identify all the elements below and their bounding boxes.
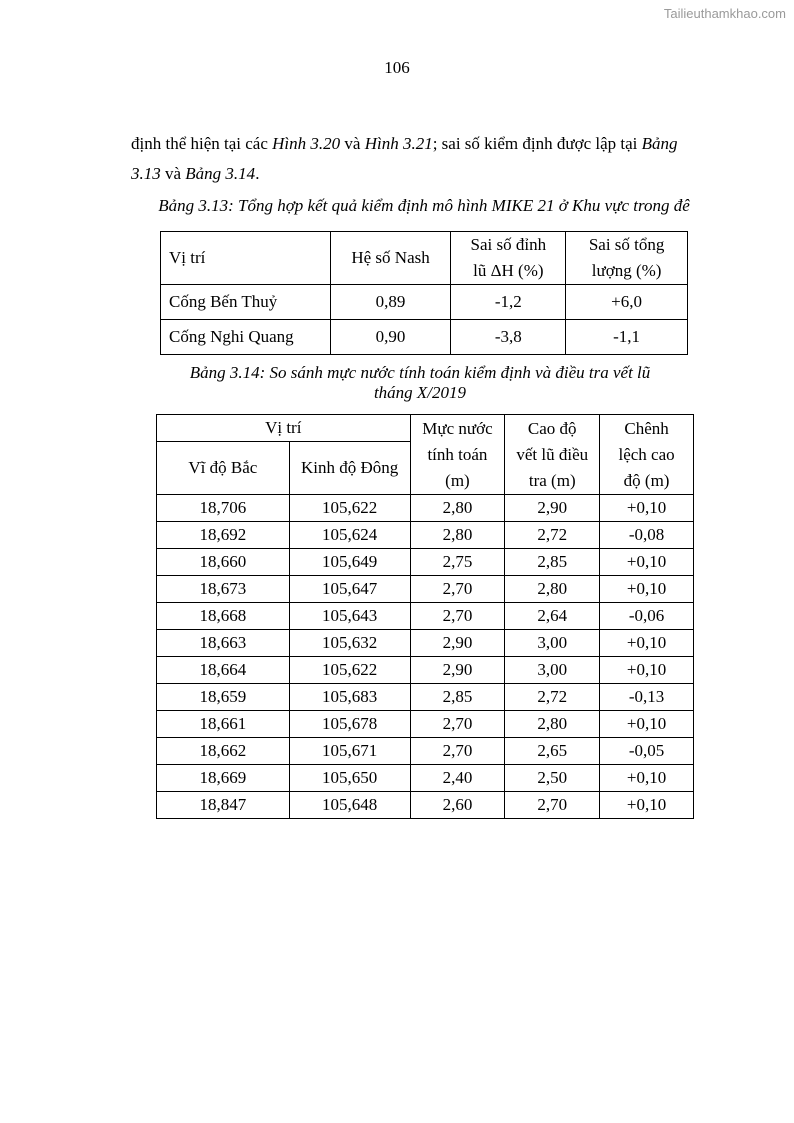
header-line: Cao độ	[527, 418, 577, 438]
cell-location: Cống Bến Thuỷ	[161, 285, 331, 320]
cell-observed-level: 2,70	[505, 792, 600, 819]
cell-observed-level: 2,64	[505, 603, 600, 630]
table-ref: Bảng	[641, 134, 678, 153]
text-run: và	[160, 164, 186, 183]
cell-computed-level: 2,85	[410, 684, 505, 711]
table-row	[157, 792, 694, 819]
cell-location: Cống Nghi Quang	[161, 320, 331, 355]
cell-latitude: 18,847	[157, 792, 290, 819]
table-row	[157, 657, 694, 684]
cell-observed-level: 2,50	[505, 765, 600, 792]
table-header-row	[157, 415, 694, 442]
table-row	[157, 549, 694, 576]
cell-peak-error: -1,2	[451, 285, 566, 320]
caption-line: Bảng 3.14: So sánh mực nước tính toán kiểm định và điều tra vết lũ	[189, 363, 651, 382]
cell-volume-error: +6,0	[566, 285, 688, 320]
cell-latitude: 18,662	[157, 738, 290, 765]
table-row	[157, 711, 694, 738]
cell-longitude: 105,622	[289, 657, 410, 684]
header-line: Sai số tổng	[588, 235, 665, 254]
header-line: Mực nước	[422, 418, 493, 438]
table-row	[157, 576, 694, 603]
table-row	[157, 522, 694, 549]
table-3-13	[160, 231, 688, 355]
table-3-14	[156, 414, 694, 819]
cell-difference: +0,10	[600, 630, 694, 657]
page-number: 106	[384, 58, 410, 77]
cell-longitude: 105,632	[289, 630, 410, 657]
cell-computed-level: 2,90	[410, 657, 505, 684]
watermark: Tailieuthamkhao.com	[663, 6, 786, 21]
table-row	[157, 738, 694, 765]
caption-line: tháng X/2019	[373, 383, 467, 402]
cell-difference: +0,10	[600, 792, 694, 819]
cell-difference: +0,10	[600, 657, 694, 684]
cell-latitude: 18,673	[157, 576, 290, 603]
table-ref: 3.13	[131, 164, 161, 183]
cell-longitude: 105,643	[289, 603, 410, 630]
cell-latitude: 18,663	[157, 630, 290, 657]
figure-ref: Hình 3.20	[272, 134, 341, 153]
cell-latitude: 18,692	[157, 522, 290, 549]
table-header-row	[161, 232, 688, 285]
table-row	[157, 603, 694, 630]
header-line: vết lũ điều	[516, 444, 589, 464]
text-run: và	[340, 134, 365, 153]
cell-observed-level: 2,80	[505, 576, 600, 603]
cell-computed-level: 2,60	[410, 792, 505, 819]
cell-observed-level: 2,90	[505, 495, 600, 522]
table-row	[157, 630, 694, 657]
header-line: Sai số đỉnh	[470, 235, 547, 254]
header-line: tính toán	[427, 444, 488, 464]
cell-latitude: 18,668	[157, 603, 290, 630]
cell-computed-level: 2,40	[410, 765, 505, 792]
cell-observed-level: 2,80	[505, 711, 600, 738]
cell-latitude: 18,706	[157, 495, 290, 522]
header-location: Vị trí	[157, 415, 411, 442]
cell-computed-level: 2,90	[410, 630, 505, 657]
cell-latitude: 18,661	[157, 711, 290, 738]
table-row	[157, 495, 694, 522]
header-line: lũ ΔH (%)	[473, 261, 544, 280]
text-run: định thể hiện tại các	[131, 134, 273, 153]
header-line: lượng (%)	[591, 261, 662, 280]
header-line: độ (m)	[623, 470, 670, 490]
cell-volume-error: -1,1	[566, 320, 688, 355]
body-paragraph-line-2	[131, 159, 731, 189]
cell-observed-level: 2,72	[505, 684, 600, 711]
table-row	[161, 320, 688, 355]
cell-computed-level: 2,70	[410, 576, 505, 603]
header-volume-error	[566, 232, 688, 285]
cell-longitude: 105,624	[289, 522, 410, 549]
text-run: ; sai số kiểm định được lập tại	[432, 134, 642, 153]
cell-longitude: 105,683	[289, 684, 410, 711]
header-line: tra (m)	[528, 470, 576, 490]
header-latitude: Vĩ độ Bắc	[157, 442, 290, 495]
cell-computed-level: 2,70	[410, 738, 505, 765]
cell-difference: +0,10	[600, 576, 694, 603]
cell-latitude: 18,659	[157, 684, 290, 711]
figure-ref: Hình 3.21	[364, 134, 433, 153]
cell-nash: 0,89	[330, 285, 451, 320]
cell-observed-level: 2,72	[505, 522, 600, 549]
cell-peak-error: -3,8	[451, 320, 566, 355]
cell-difference: +0,10	[600, 711, 694, 738]
cell-longitude: 105,647	[289, 576, 410, 603]
cell-computed-level: 2,75	[410, 549, 505, 576]
cell-longitude: 105,649	[289, 549, 410, 576]
cell-difference: +0,10	[600, 765, 694, 792]
cell-difference: -0,13	[600, 684, 694, 711]
cell-longitude: 105,678	[289, 711, 410, 738]
table-ref: Bảng 3.14	[185, 164, 256, 183]
cell-longitude: 105,650	[289, 765, 410, 792]
cell-difference: -0,05	[600, 738, 694, 765]
cell-difference: -0,08	[600, 522, 694, 549]
header-line: (m)	[445, 470, 470, 490]
text-run: .	[255, 164, 260, 183]
cell-computed-level: 2,80	[410, 495, 505, 522]
cell-difference: +0,10	[600, 549, 694, 576]
cell-longitude: 105,622	[289, 495, 410, 522]
header-nash: Hệ số Nash	[330, 232, 451, 285]
cell-observed-level: 2,85	[505, 549, 600, 576]
cell-difference: +0,10	[600, 495, 694, 522]
cell-latitude: 18,660	[157, 549, 290, 576]
cell-latitude: 18,669	[157, 765, 290, 792]
cell-latitude: 18,664	[157, 657, 290, 684]
table-row	[157, 684, 694, 711]
header-computed-level	[410, 415, 505, 495]
header-line: Chênh	[624, 418, 669, 438]
header-observed-level	[505, 415, 600, 495]
table-row	[161, 285, 688, 320]
cell-computed-level: 2,70	[410, 603, 505, 630]
table-3-14-caption	[150, 363, 690, 403]
cell-longitude: 105,648	[289, 792, 410, 819]
header-difference	[600, 415, 694, 495]
header-line: lệch cao	[618, 444, 675, 464]
cell-observed-level: 3,00	[505, 657, 600, 684]
cell-observed-level: 3,00	[505, 630, 600, 657]
table-3-13-caption: Bảng 3.13: Tổng hợp kết quả kiểm định mô hình MIKE 21 ở Khu vực trong đê	[158, 196, 690, 215]
header-peak-error	[451, 232, 566, 285]
body-paragraph-line-1	[131, 129, 731, 159]
cell-computed-level: 2,80	[410, 522, 505, 549]
cell-computed-level: 2,70	[410, 711, 505, 738]
cell-observed-level: 2,65	[505, 738, 600, 765]
table-row	[157, 765, 694, 792]
cell-difference: -0,06	[600, 603, 694, 630]
cell-longitude: 105,671	[289, 738, 410, 765]
header-longitude: Kinh độ Đông	[289, 442, 410, 495]
header-location: Vị trí	[161, 232, 331, 285]
cell-nash: 0,90	[330, 320, 451, 355]
